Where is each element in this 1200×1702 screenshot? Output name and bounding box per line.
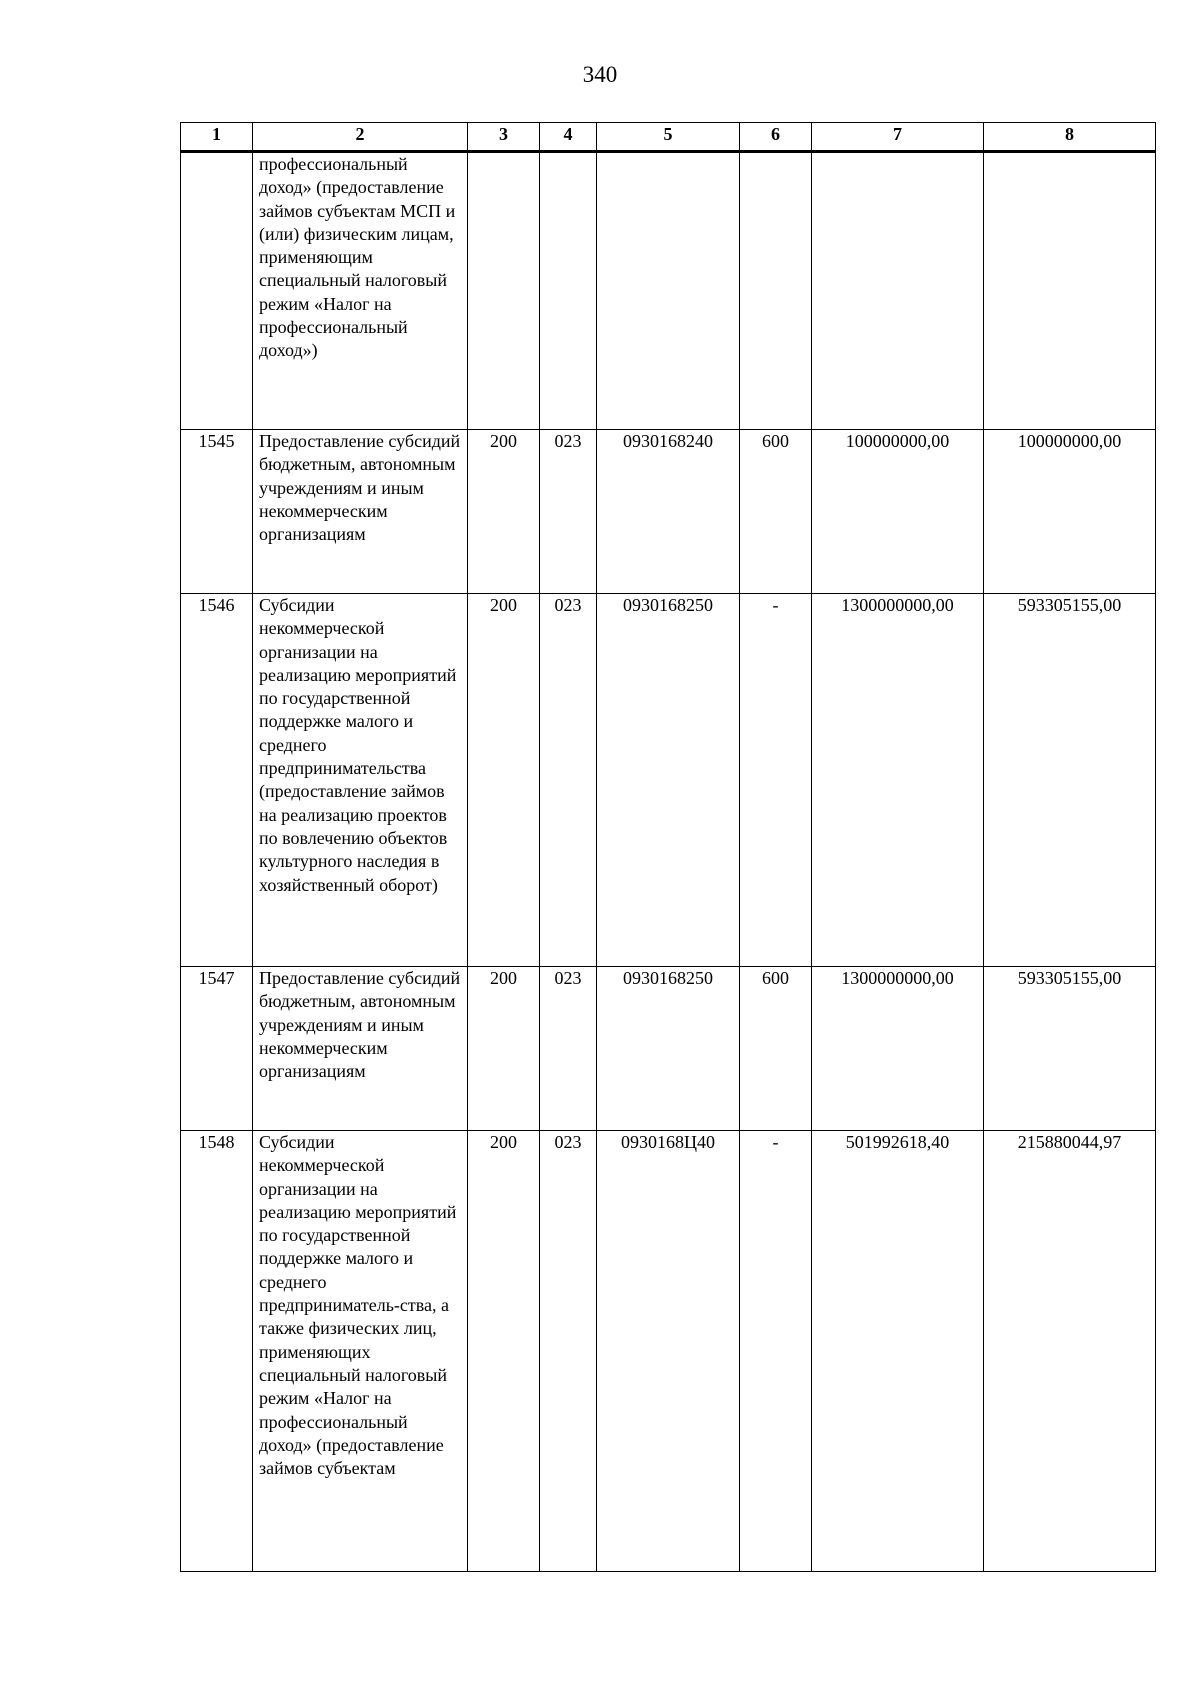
row-col-4: 023: [540, 594, 597, 967]
table-row: [181, 1131, 1156, 1572]
row-name: Предоставление субсидий бюджетным, автономным учреждениям и иным некоммерческим организациям: [253, 430, 468, 594]
row-col-8: [984, 152, 1156, 430]
table-row: [181, 430, 1156, 594]
row-col-7: 100000000,00: [812, 430, 984, 594]
header-col-4: 4: [540, 123, 597, 152]
header-col-8: 8: [984, 123, 1156, 152]
row-col-3: 200: [468, 967, 540, 1131]
row-col-3: 200: [468, 594, 540, 967]
row-col-4: 023: [540, 430, 597, 594]
row-col-8: 215880044,97: [984, 1131, 1156, 1572]
row-col-8: 593305155,00: [984, 594, 1156, 967]
header-col-2: 2: [253, 123, 468, 152]
budget-table: [180, 122, 1156, 1572]
row-col-6: 600: [740, 430, 812, 594]
row-name: Субсидии некоммерческой организации на реализацию мероприятий по государственной поддержке малого и среднего предприниматель-ства, а также физических лиц, применяющих специальный налоговый режим «Налог на профессиональный доход» (предоставление займов субъектам: [253, 1131, 468, 1572]
row-col-4: [540, 152, 597, 430]
page-number: 340: [582, 62, 618, 87]
row-col-7: 1300000000,00: [812, 967, 984, 1131]
table-row: [181, 152, 1156, 430]
row-col-5: 0930168250: [597, 594, 740, 967]
header-col-7: 7: [812, 123, 984, 152]
row-number: 1548: [181, 1131, 253, 1572]
row-col-6: -: [740, 1131, 812, 1572]
row-col-6: -: [740, 594, 812, 967]
row-col-6: 600: [740, 967, 812, 1131]
row-number: [181, 152, 253, 430]
row-col-4: 023: [540, 967, 597, 1131]
row-number: 1547: [181, 967, 253, 1131]
row-col-5: 0930168Ц40: [597, 1131, 740, 1572]
row-name: Субсидии некоммерческой организации на реализацию мероприятий по государственной поддержке малого и среднего предпринимательства (предоставление займов на реализацию проектов по вовлечению объектов культурного наследия в хозяйственный оборот): [253, 594, 468, 967]
row-col-7: [812, 152, 984, 430]
row-number: 1545: [181, 430, 253, 594]
row-col-3: 200: [468, 1131, 540, 1572]
table-row: [181, 967, 1156, 1131]
header-col-1: 1: [181, 123, 253, 152]
row-col-5: 0930168250: [597, 967, 740, 1131]
row-col-3: 200: [468, 430, 540, 594]
row-col-8: 100000000,00: [984, 430, 1156, 594]
row-col-7: 501992618,40: [812, 1131, 984, 1572]
row-col-8: 593305155,00: [984, 967, 1156, 1131]
header-col-3: 3: [468, 123, 540, 152]
header-col-5: 5: [597, 123, 740, 152]
row-col-6: [740, 152, 812, 430]
row-col-5: 0930168240: [597, 430, 740, 594]
row-col-3: [468, 152, 540, 430]
header-col-6: 6: [740, 123, 812, 152]
row-col-4: 023: [540, 1131, 597, 1572]
row-number: 1546: [181, 594, 253, 967]
row-name: Предоставление субсидий бюджетным, автономным учреждениям и иным некоммерческим организациям: [253, 967, 468, 1131]
table-header-row: [181, 123, 1156, 152]
row-name: профессиональный доход» (предоставление займов субъектам МСП и (или) физическим лицам, применяющим специальный налоговый режим «Налог на профессиональный доход»): [253, 152, 468, 430]
row-col-5: [597, 152, 740, 430]
row-col-7: 1300000000,00: [812, 594, 984, 967]
table-row: [181, 594, 1156, 967]
